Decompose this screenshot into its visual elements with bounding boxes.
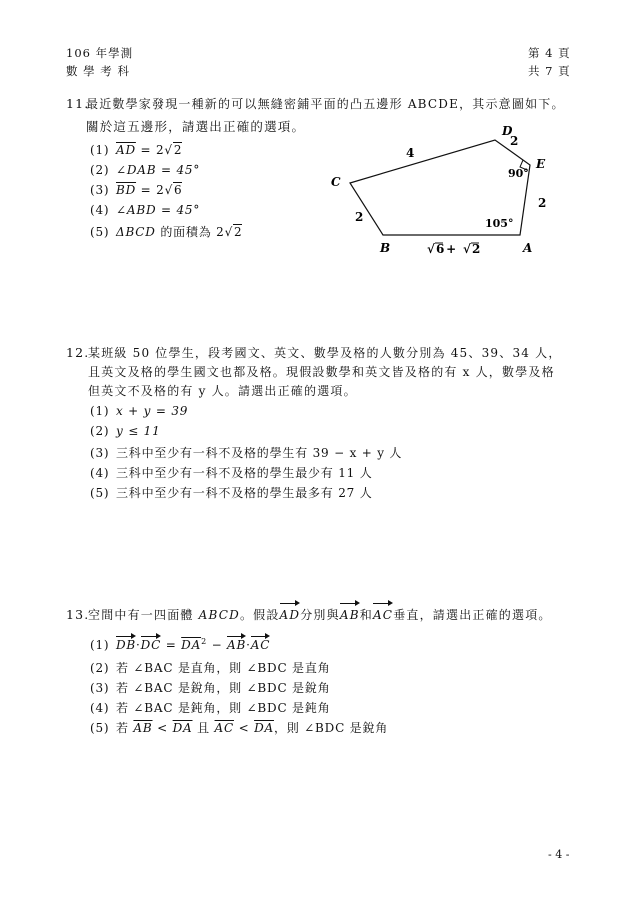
- stem-text: 。假設: [239, 608, 280, 622]
- option-number: (2): [90, 163, 110, 177]
- side-bc-length: 2: [355, 210, 364, 224]
- page-label: 第 4 頁: [528, 46, 571, 60]
- q11-stem-line2: 關於這五邊形，請選出正確的選項。: [86, 119, 306, 134]
- option-text: 且: [192, 721, 215, 735]
- q11-option-1: (1) $\overline{AD} = 2√2$: [90, 143, 183, 157]
- option-text: ，則 ∠BDC 是銳角: [273, 721, 389, 735]
- segment-ad: $\overline{AD}$: [116, 143, 136, 157]
- equals-sign: =: [161, 638, 182, 652]
- option-number: (2): [90, 661, 110, 675]
- q11-option-2: [90, 163, 200, 177]
- q13-option-1: [90, 637, 270, 652]
- vector-db: DB: [116, 638, 137, 652]
- option-text: ∠DAB = 45°: [116, 163, 201, 177]
- q12-option-4: [90, 464, 373, 481]
- q13-stem: [88, 605, 552, 625]
- triangle-bcd: ΔBCD: [116, 225, 156, 239]
- exponent: 2: [201, 637, 207, 646]
- sqrt-radicand: 2: [173, 143, 183, 157]
- q11-stem-line1: 最近數學家發現一種新的可以無縫密鋪平面的凸五邊形 ABCDE，其示意圖如下。: [86, 97, 565, 111]
- option-number: (5): [90, 225, 110, 239]
- option-text: x + y = 39: [116, 404, 189, 418]
- q11-option-4: [90, 203, 200, 217]
- option-number: (4): [90, 466, 110, 480]
- option-number: (1): [90, 638, 110, 652]
- radicand-2: 2: [472, 242, 481, 256]
- vector-ac: AC: [373, 605, 393, 625]
- option-number: (3): [90, 446, 110, 460]
- vertex-c: C: [331, 175, 341, 189]
- equals-text: = 2: [135, 143, 165, 157]
- option-number: (1): [90, 143, 110, 157]
- vector-ac: AC: [250, 638, 271, 652]
- tetrahedron-name: ABCD: [198, 608, 240, 622]
- option-number: (1): [90, 404, 110, 418]
- stem-text: 分別與: [300, 608, 340, 622]
- q13-option-4: [90, 699, 330, 716]
- radicand-6: 6: [436, 242, 445, 256]
- option-text: 若: [116, 721, 134, 735]
- vector-ad: AD: [280, 605, 301, 625]
- segment-ab: $\overline{AB}$: [133, 721, 153, 735]
- q13-option-5: [90, 719, 388, 736]
- side-cd-length: 4: [406, 146, 415, 160]
- area-text: 的面積為 2: [155, 225, 225, 239]
- side-ea-length: 2: [538, 196, 547, 210]
- q12-stem-line2: 且英文及格的學生國文也都及格。現假設數學和英文皆及格的有 x 人，數學及格: [88, 365, 555, 379]
- option-text: ∠ABD = 45°: [116, 203, 201, 217]
- q12-number: 12.: [66, 345, 90, 360]
- q12-option-3: [90, 444, 402, 461]
- option-number: (2): [90, 424, 110, 438]
- angle-e-label: 90°: [508, 167, 529, 180]
- option-text: 三科中至少有一科不及格的學生有 39 − x + y 人: [116, 446, 403, 460]
- q11-number: 11.: [66, 96, 90, 111]
- page-number: - 4 -: [548, 848, 570, 861]
- side-ab-length: [427, 242, 480, 256]
- vector-ab: AB: [340, 605, 360, 625]
- vertex-d: D: [502, 125, 513, 138]
- q13-number: 13.: [66, 607, 90, 622]
- angle-a-label: 105°: [485, 217, 514, 230]
- stem-text: 垂直，請選出正確的選項。: [393, 608, 552, 622]
- sqrt-radicand: 2: [234, 225, 243, 239]
- q11-option-5: (5) ΔBCD 的面積為 2√2: [90, 225, 243, 239]
- sqrt-radicand: 6: [174, 183, 183, 197]
- q13-option-3: [90, 679, 330, 696]
- radical-sign: √: [463, 242, 471, 256]
- q12-option-5: [90, 484, 373, 501]
- q13-option-2: [90, 659, 330, 676]
- pentagon-figure: [320, 125, 570, 260]
- q12-stem-line3: 但英文不及格的有 y 人。請選出正確的選項。: [88, 384, 357, 398]
- less-than: <: [233, 721, 255, 735]
- exam-year: 106 年學測: [66, 46, 134, 60]
- vertex-b: B: [380, 241, 391, 255]
- less-than: <: [152, 721, 173, 735]
- option-text: 若 ∠BAC 是直角，則 ∠BDC 是直角: [116, 661, 331, 675]
- segment-da: $\overline{DA}$: [181, 638, 202, 652]
- radical-sign: √: [427, 242, 435, 256]
- stem-text: 和: [359, 608, 373, 622]
- equals-text: = 2: [136, 183, 165, 197]
- option-text: 若 ∠BAC 是鈍角，則 ∠BDC 是鈍角: [116, 701, 331, 715]
- stem-text: 空間中有一四面體: [88, 608, 199, 622]
- dot-operator: ·: [246, 638, 251, 652]
- option-text: 三科中至少有一科不及格的學生最多有 27 人: [116, 486, 373, 500]
- subject-title: 數 學 考 科: [66, 64, 130, 78]
- option-number: (3): [90, 183, 110, 197]
- segment-ac: $\overline{AC}$: [214, 721, 234, 735]
- total-pages-label: 共 7 頁: [528, 64, 571, 78]
- q12-option-2: [90, 424, 161, 438]
- option-number: (5): [90, 721, 110, 735]
- segment-bd: $\overline{BD}$: [116, 183, 137, 197]
- plus-sign: +: [442, 242, 461, 256]
- option-text: 若 ∠BAC 是銳角，則 ∠BDC 是銳角: [116, 681, 331, 695]
- option-number: (3): [90, 681, 110, 695]
- option-number: (5): [90, 486, 110, 500]
- vector-ab: AB: [227, 638, 247, 652]
- segment-da: $\overline{DA}$: [254, 721, 274, 735]
- segment-da: $\overline{DA}$: [172, 721, 193, 735]
- option-number: (4): [90, 203, 110, 217]
- minus-sign: −: [206, 638, 228, 652]
- option-number: (4): [90, 701, 110, 715]
- vector-dc: DC: [140, 638, 162, 652]
- option-text: 三科中至少有一科不及格的學生最少有 11 人: [116, 466, 373, 480]
- vertex-e: E: [536, 157, 546, 171]
- q12-stem-line1: 某班級 50 位學生，段考國文、英文、數學及格的人數分別為 45、39、34 人，: [88, 346, 562, 360]
- q11-option-3: (3) $\overline{BD} = 2√6$: [90, 183, 183, 197]
- dot-operator: ·: [136, 638, 141, 652]
- option-text: y ≤ 11: [116, 424, 161, 438]
- side-de-length: 2: [510, 134, 519, 148]
- q12-option-1: [90, 404, 188, 418]
- vertex-a: A: [523, 241, 533, 255]
